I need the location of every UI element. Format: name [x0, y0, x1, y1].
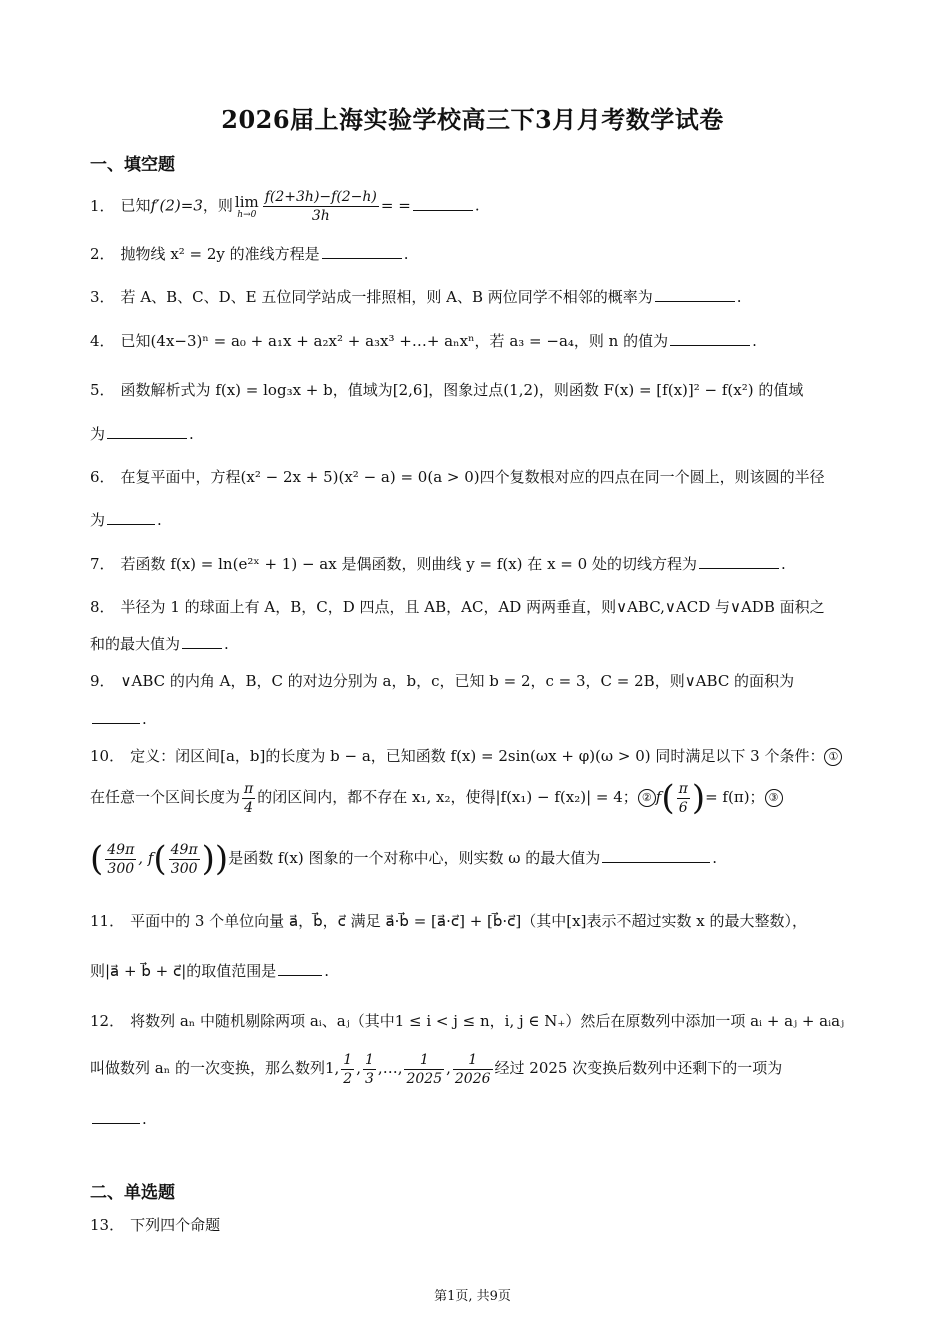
- q10-comma-f: , f: [138, 849, 154, 867]
- question-4: [90, 330, 855, 352]
- question-5-cont: [90, 423, 855, 445]
- q7-answer-blank[interactable]: [699, 554, 779, 569]
- q11-end: .: [324, 962, 330, 980]
- question-1: [90, 188, 855, 225]
- q1-fraction: $\frac{f(2+3h)-f(2-h)}{3h}$: [264, 189, 377, 224]
- q10-f: f: [655, 788, 662, 806]
- q10-condition-2: ②: [638, 789, 656, 807]
- q11-number: 11．: [90, 912, 125, 930]
- q4-answer-blank[interactable]: [670, 331, 750, 346]
- q11-text2: 则|a⃗ + b⃗ + c⃗|的取值范围是: [90, 962, 277, 980]
- page-footer: 第1页, 共9页: [434, 1289, 511, 1304]
- q1-limit: lim h→0: [234, 192, 259, 220]
- question-11-cont: [90, 960, 855, 982]
- q1-number: 1．: [90, 196, 115, 215]
- q13-text: 下列四个命题: [130, 1216, 221, 1234]
- q12-text: 将数列 aₙ 中随机剔除两项 aᵢ、aⱼ（其中1 ≤ i < j ≤ n，i, j ∈ N₊）然后在原数列中添加一项 aᵢ + aⱼ + aᵢaⱼ: [130, 1012, 845, 1030]
- q10-number: 10．: [90, 747, 125, 765]
- q12-end: .: [142, 1110, 147, 1128]
- question-10-line3: ( $\frac{49\pi}{300}$ , f( $\frac{49\pi}{300}$ ))是函数 f(x) 图象的一个对称中心，则实数 ω 的最大值为 .: [90, 839, 717, 879]
- q8-answer-blank[interactable]: [182, 634, 222, 649]
- q8-number: 8．: [90, 598, 115, 616]
- question-8: [90, 596, 855, 618]
- q2-number: 2．: [90, 245, 115, 263]
- question-12-line2: 叫做数列 aₙ 的一次变换，那么数列1, $\frac{1}{2}$ , $\frac{1}{3}$ ,…, $\frac{1}{2025}$ , $\frac{1}{2026}$ 经过 2025 次变换后数列中还剩下的一项为: [90, 1051, 783, 1087]
- q1-answer-blank[interactable]: [413, 196, 473, 211]
- q9-answer-blank[interactable]: [92, 709, 140, 724]
- q2-end: .: [403, 245, 409, 263]
- q12-l2b: 经过 2025 次变换后数列中还剩下的一项为: [494, 1059, 783, 1077]
- q10-condition-1: ①: [824, 748, 842, 766]
- question-9-cont: [90, 708, 855, 730]
- q6-text: 在复平面中，方程(x² − 2x + 5)(x² − a) = 0(a > 0)四个复数根对应的四点在同一个圆上，则该圆的半径: [120, 468, 825, 486]
- q11-answer-blank[interactable]: [278, 961, 322, 976]
- question-5: [90, 379, 855, 401]
- q5-answer-blank[interactable]: [107, 424, 187, 439]
- q8-text2: 和的最大值为: [90, 635, 181, 653]
- q1-pre: 已知: [120, 196, 151, 215]
- q12-number: 12．: [90, 1012, 125, 1030]
- section-fill-blank: 一、填空题: [90, 155, 175, 175]
- q12-frac-third: $\frac{1}{3}$: [365, 1051, 374, 1087]
- q12-answer-blank[interactable]: [92, 1109, 140, 1124]
- q7-text: 若函数 f(x) = ln(e²ˣ + 1) − ax 是偶函数，则曲线 y = f(x) 在 x = 0 处的切线方程为: [120, 555, 697, 573]
- q7-number: 7．: [90, 555, 115, 573]
- q5-text2: 为: [90, 425, 106, 443]
- q8-text: 半径为 1 的球面上有 A，B，C，D 四点，且 AB，AC，AD 两两垂直，则∨ABC,∨ACD 与∨ADB 面积之: [120, 598, 825, 616]
- q1-mid: ，则: [202, 196, 233, 215]
- q3-answer-blank[interactable]: [655, 287, 735, 302]
- q10-pi-over-4: $\frac{\pi}{4}$: [244, 780, 254, 816]
- q9-number: 9．: [90, 672, 115, 690]
- question-10: [90, 745, 855, 767]
- q10-condition-3: ③: [765, 789, 783, 807]
- q6-answer-blank[interactable]: [107, 510, 155, 525]
- q10-answer-blank[interactable]: [602, 848, 710, 863]
- q8-end: .: [224, 635, 229, 653]
- q2-answer-blank[interactable]: [322, 244, 402, 259]
- question-11: [90, 910, 855, 932]
- q7-end: .: [780, 555, 786, 573]
- q9-end: .: [142, 710, 147, 728]
- q2-text: 抛物线 x² = 2y 的准线方程是: [120, 245, 320, 263]
- q4-end: .: [752, 332, 757, 350]
- q10-fraction-1: $\frac{49\pi}{300}$: [107, 841, 135, 877]
- q10-l2a: 在任意一个区间长度为: [90, 788, 241, 806]
- q10-l2d: = f(π)；: [705, 788, 765, 806]
- q12-frac-2025: $\frac{1}{2025}$: [406, 1051, 443, 1087]
- q12-l2a: 叫做数列 aₙ 的一次变换，那么数列1,: [90, 1059, 340, 1077]
- q3-text: 若 A、B、C、D、E 五位同学站成一排照相，则 A、B 两位同学不相邻的概率为: [120, 288, 653, 306]
- q6-number: 6．: [90, 468, 115, 486]
- q6-end: .: [157, 511, 162, 529]
- q4-number: 4．: [90, 332, 115, 350]
- exam-title: 2026届上海实验学校高三下3月月考数学试卷: [221, 105, 724, 134]
- q9-text: ∨ABC 的内角 A，B，C 的对边分别为 a，b，c，已知 b = 2，c = 3，C = 2B，则∨ABC 的面积为: [120, 672, 795, 690]
- q5-text: 函数解析式为 f(x) = log₃x + b，值域为[2,6]，图象过点(1,2)，则函数 F(x) = [f(x)]² − f(x²) 的值域: [120, 381, 804, 399]
- q11-text: 平面中的 3 个单位向量 a⃗，b⃗，c⃗ 满足 a⃗·b⃗ = [a⃗·c⃗] + [b⃗·c⃗]（其中[x]表示不超过实数 x 的最大整数），: [130, 912, 807, 930]
- q1-end: .: [474, 196, 480, 215]
- q5-number: 5．: [90, 381, 115, 399]
- question-12: [90, 1010, 855, 1032]
- q1-equals: = =: [380, 196, 411, 215]
- question-9: [90, 670, 855, 692]
- q13-number: 13．: [90, 1216, 125, 1234]
- q1-given: f′(2)=3: [150, 196, 203, 215]
- q10-pi-over-6: $\frac{\pi}{6}$: [678, 780, 688, 816]
- q10-end: .: [712, 849, 717, 867]
- q12-frac-half: $\frac{1}{2}$: [343, 1051, 353, 1087]
- question-7: [90, 553, 855, 575]
- q10-fraction-2: $\frac{49\pi}{300}$: [170, 841, 198, 877]
- q3-number: 3．: [90, 288, 115, 306]
- section-single-choice: 二、单选题: [90, 1183, 175, 1203]
- q4-text: 已知(4x−3)ⁿ = a₀ + a₁x + a₂x² + a₃x³ +…+ aₙxⁿ，若 a₃ = −a₄，则 n 的值为: [120, 332, 669, 350]
- q10-l3: 是函数 f(x) 图象的一个对称中心，则实数 ω 的最大值为: [228, 849, 601, 867]
- q3-end: .: [736, 288, 742, 306]
- q10-text: 定义：闭区间[a，b]的长度为 b − a，已知函数 f(x) = 2sin(ωx + φ)(ω > 0) 同时满足以下 3 个条件：: [130, 747, 825, 765]
- q6-text2: 为: [90, 511, 106, 529]
- question-3: [90, 286, 855, 308]
- q12-frac-2026: $\frac{1}{2026}$: [454, 1051, 491, 1087]
- q5-end: .: [189, 425, 194, 443]
- question-6: [90, 466, 855, 488]
- question-13: [90, 1214, 855, 1236]
- q12-dots: ,…,: [377, 1059, 403, 1077]
- question-2: [90, 243, 855, 265]
- q10-l2b: 的闭区间内，都不存在 x₁, x₂，使得|f(x₁) − f(x₂)| = 4；: [257, 788, 638, 806]
- question-10-line2: 在任意一个区间长度为 $\frac{\pi}{4}$ 的闭区间内，都不存在 x₁, x₂，使得|f(x₁) − f(x₂)| = 4； ② f( $\frac{\pi}{6}$ )= f(π)； ③: [90, 778, 855, 817]
- question-12-cont: [90, 1108, 855, 1130]
- question-6-cont: [90, 509, 855, 531]
- question-8-cont: [90, 633, 855, 655]
